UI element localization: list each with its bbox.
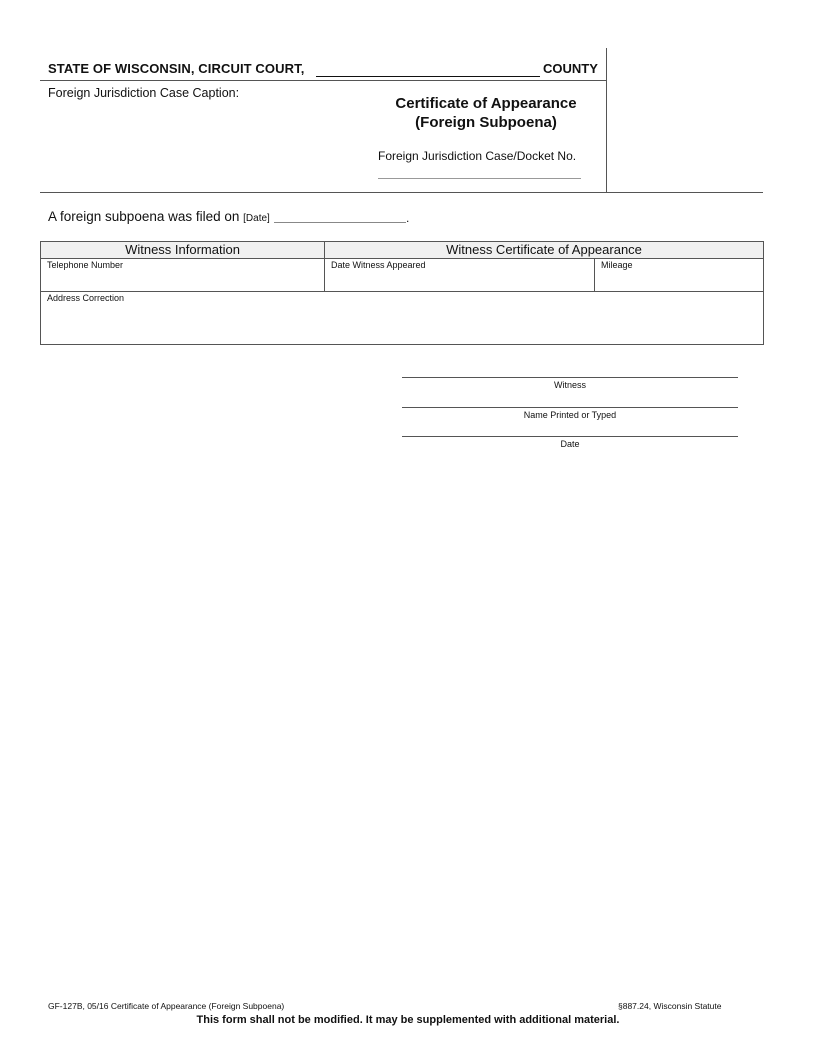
- certificate-header: Witness Certificate of Appearance: [325, 242, 764, 259]
- filed-date-input[interactable]: [274, 222, 406, 223]
- name-printed-label: Name Printed or Typed: [523, 410, 617, 420]
- statute-ref: §887.24, Wisconsin Statute: [618, 1001, 722, 1011]
- filed-text: A foreign subpoena was filed on: [48, 209, 240, 224]
- witness-table: [40, 241, 764, 345]
- county-input[interactable]: [316, 76, 540, 77]
- address-correction-field[interactable]: [41, 292, 764, 345]
- docket-label: Foreign Jurisdiction Case/Docket No.: [378, 149, 577, 163]
- docket-input[interactable]: [378, 178, 581, 179]
- witness-info-header: Witness Information: [41, 242, 325, 259]
- filed-period: .: [406, 211, 410, 225]
- modification-notice: This form shall not be modified. It may be supplemented with additional material.: [196, 1014, 620, 1026]
- date-appeared-label: Date Witness Appeared: [331, 260, 426, 270]
- filed-statement: [48, 209, 270, 224]
- header-divider: [40, 80, 606, 81]
- mileage-label: Mileage: [601, 260, 633, 270]
- address-correction-label: Address Correction: [47, 293, 125, 303]
- date-label: Date: [560, 439, 580, 449]
- mileage-field[interactable]: [595, 259, 764, 292]
- state-court-label: STATE OF WISCONSIN, CIRCUIT COURT,: [48, 61, 305, 76]
- telephone-field[interactable]: [41, 259, 325, 292]
- form-id: GF-127B, 05/16 Certificate of Appearance (Foreign Subpoena): [48, 1001, 285, 1011]
- title-line-1: Certificate of Appearance: [395, 95, 577, 112]
- page-title: [368, 94, 604, 132]
- header-bottom-border: [40, 192, 763, 193]
- title-line-2: (Foreign Subpoena): [415, 114, 557, 131]
- name-printed-line[interactable]: [402, 407, 738, 408]
- county-label: COUNTY: [543, 61, 598, 76]
- case-caption-label: Foreign Jurisdiction Case Caption:: [48, 86, 240, 100]
- header-right-border: [606, 48, 607, 192]
- witness-label: Witness: [553, 380, 586, 390]
- date-line[interactable]: [402, 436, 738, 437]
- date-appeared-field[interactable]: [325, 259, 595, 292]
- filed-date-label: [Date]: [243, 213, 270, 224]
- telephone-label: Telephone Number: [47, 260, 124, 270]
- witness-signature-line[interactable]: [402, 377, 738, 378]
